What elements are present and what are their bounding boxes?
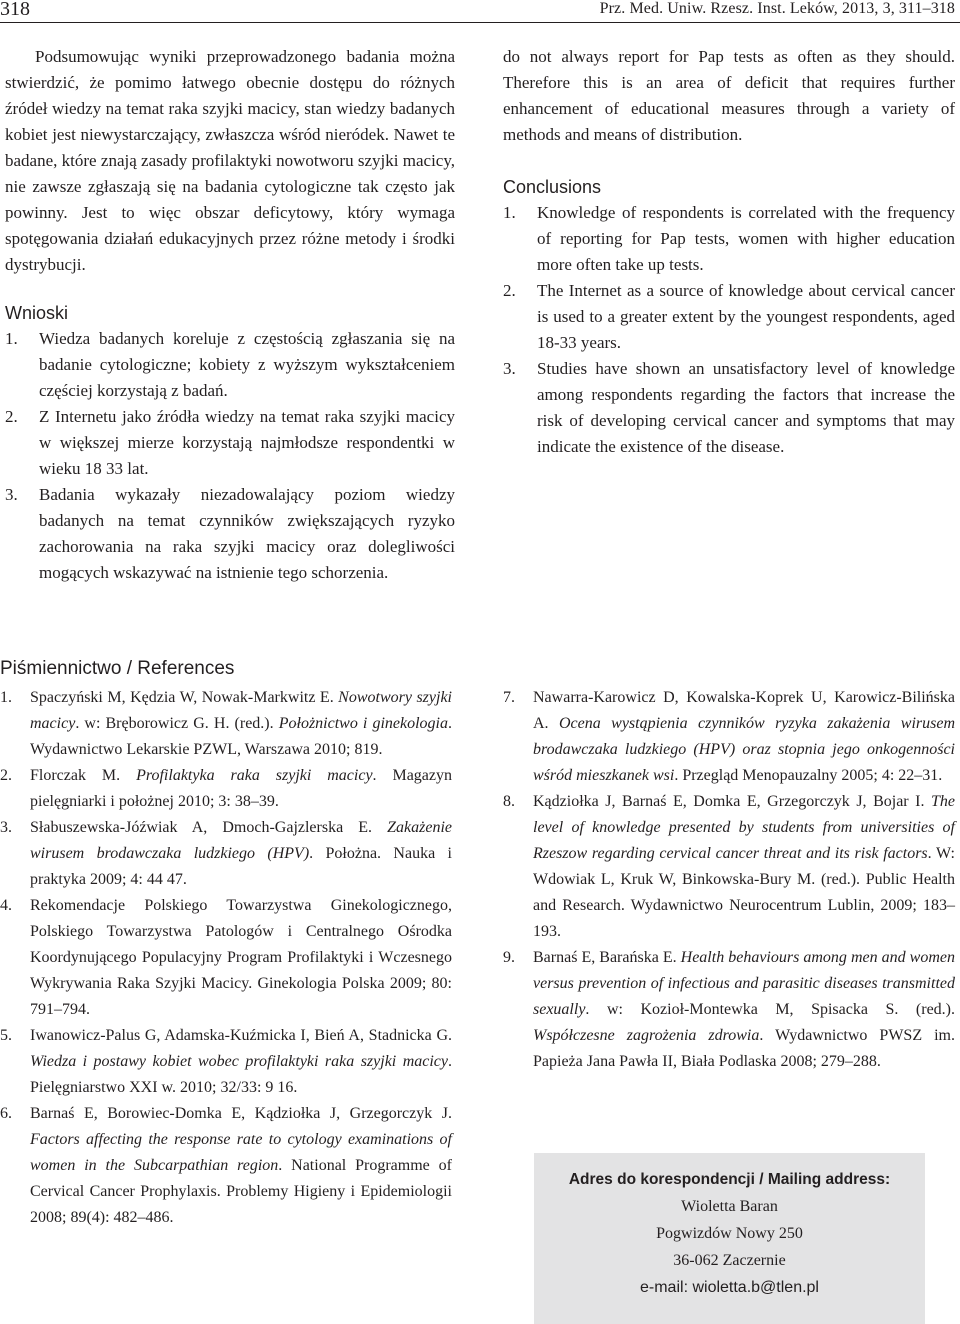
address-title: Adres do korespondencji / Mailing address:	[568, 1171, 891, 1188]
summary-sentence: Nawet te badane, które znają zasady profilaktyki nowotworu szyjki macicy, nie zawsze zgłaszają się na badania cytologiczne tak często jak powinny.	[5, 125, 456, 222]
reference-title: Factors affecting the response rate to cytology examinations of women in the Subcarpathian region	[30, 1131, 452, 1174]
references-right	[503, 685, 955, 1075]
list-item: 1. Wiedza badanych koreluje z częstością zgłaszania się na badanie cytologiczne; kobiety z wyższym wykształceniem częściej korzystają z badań.	[5, 329, 455, 400]
reference-text: . w: Bręborowicz G. H. (red.).	[75, 715, 279, 732]
reference-text: . National Programme of Cervical Cancer Prophylaxis. Problemy Higieny i Epidemiologii 2008; 89(4): 482–486.	[30, 1157, 452, 1226]
reference-item	[0, 1023, 452, 1101]
reference-list-right	[503, 685, 955, 1075]
reference-title: Health behaviours among men and women versus prevention of infectious and parasitic diseases transmitted sexually	[533, 949, 955, 1018]
reference-text: Iwanowicz-Palus G, Adamska-Kuźmicka I, Bień A, Stadnicka G.	[30, 1027, 452, 1044]
reference-item	[0, 893, 452, 1023]
reference-number: 8.	[503, 793, 515, 810]
address-email: e-mail: wioletta.b@tlen.pl	[640, 1279, 819, 1296]
reference-text: . Położna. Nauka i praktyka 2009; 4: 44 47.	[30, 845, 452, 888]
header-rule	[0, 22, 960, 23]
address-name: Wioletta Baran	[681, 1198, 778, 1215]
reference-text: . Magazyn pielęgniarki i położnej 2010; 3: 38–39.	[30, 767, 453, 810]
reference-text: Nawarra-Karowicz D, Kowalska-Koprek U, Karowicz-Bilińska A.	[533, 689, 955, 732]
address-city: 36-062 Zaczernie	[673, 1252, 786, 1269]
reference-number: 6.	[0, 1105, 12, 1122]
reference-title: Współczesne zagrożenia zdrowia	[533, 1027, 760, 1044]
reference-text: . Pielęgniarstwo XXI w. 2010; 32/33: 9 16.	[30, 1053, 452, 1096]
reference-title: Nowotwory szyjki macicy	[30, 689, 452, 732]
reference-item	[0, 763, 452, 815]
reference-number: 9.	[503, 949, 515, 966]
reference-text: Barnaś E, Barańska E.	[533, 949, 681, 966]
address-street: Pogwizdów Nowy 250	[656, 1225, 803, 1242]
journal-citation: Prz. Med. Uniw. Rzesz. Inst. Leków, 2013, 3, 311–318	[599, 0, 955, 17]
reference-item	[503, 789, 955, 945]
references-left	[0, 685, 452, 1231]
summary-sentence: Jest to więc obszar deficytowy, który wymaga spotęgowania działań edukacyjnych przez różne metody i środki dystrybucji.	[5, 203, 456, 274]
reference-number: 4.	[0, 897, 12, 914]
reference-title: Ocena wystąpienia czynników ryzyka zakażenia wirusem brodawczaka ludzkiego (HPV) oraz stopnia jego onkogenności wśród mieszkanek wsi	[533, 715, 955, 784]
reference-text: Kądziołka J, Barnaś E, Domka E, Grzegorczyk J, Bojar I.	[533, 793, 931, 810]
reference-title: Zakażenie wirusem brodawczaka ludzkiego (HPV)	[30, 819, 452, 862]
reference-number: 3.	[0, 819, 12, 836]
mailing-address-box	[534, 1153, 925, 1324]
reference-title: Profilaktyka raka szyjki macicy	[136, 767, 373, 784]
summary-paragraph-en: do not always report for Pap tests as often as they should. Therefore this is an area of deficit that requires further enhancement of educational measures through a variety of methods and means of distribution.	[503, 47, 955, 144]
conclusions-list-en	[503, 200, 955, 460]
references-heading: Piśmiennictwo / References	[0, 658, 235, 679]
reference-item	[0, 815, 452, 893]
reference-title: Wiedza i postawy kobiet wobec profilaktyki raka szyjki macicy	[30, 1053, 448, 1070]
reference-list-left	[0, 685, 452, 1231]
reference-item	[0, 1101, 452, 1231]
list-item: 2. The Internet as a source of knowledge about cervical cancer is used to a greater extent by the youngest respondents, aged 18-33 years.	[503, 281, 955, 352]
summary-paragraph	[5, 44, 455, 278]
reference-text: Barnaś E, Borowiec-Domka E, Kądziołka J, Grzegorczyk J.	[30, 1105, 452, 1122]
reference-item	[503, 685, 955, 789]
reference-text: Słabuszewska-Jóźwiak A, Dmoch-Gajzlerska E.	[30, 819, 388, 836]
reference-text: . Wydawnictwo PWSZ im. Papieża Jana Pawła II, Biała Podlaska 2008; 279–288.	[533, 1027, 955, 1070]
list-item: 2. Z Internetu jako źródła wiedzy na temat raka szyjki macicy w większej mierze korzystają najmłodsze respondentki w wieku 18 33 lat.	[5, 407, 455, 478]
reference-number: 7.	[503, 689, 515, 706]
conclusions-heading-en: Conclusions	[503, 177, 602, 197]
reference-text: . Wydawnictwo Lekarskie PZWL, Warszawa 2010; 819.	[30, 715, 453, 758]
reference-title: The level of knowledge presented by students from universities of Rzeszow regarding cervical cancer threat and its risk factors	[533, 793, 955, 862]
reference-text: Spaczyński M, Kędzia W, Nowak-Markwitz E.	[30, 689, 339, 706]
page-number: 318	[0, 0, 30, 20]
conclusions-list-pl	[5, 326, 455, 586]
page-header	[0, 0, 960, 26]
list-item: 3. Studies have shown an unsatisfactory level of knowledge among respondents regarding the factors that increase the risk of developing cervical cancer and symptoms that may indicate the existence of the disease.	[503, 359, 955, 456]
reference-title: Położnictwo i ginekologia	[278, 715, 449, 732]
list-item: 3. Badania wykazały niezadowalający poziom wiedzy badanych na temat czynników zwiększających ryzyko zachorowania na raka szyjki macicy oraz dolegliwości mogących wskazywać na istnienie tego schorzenia.	[5, 485, 455, 582]
reference-number: 2.	[0, 767, 12, 784]
reference-text: . Przegląd Menopauzalny 2005; 4: 22–31.	[674, 767, 943, 784]
right-column	[503, 44, 955, 460]
conclusions-heading-pl: Wnioski	[5, 303, 69, 323]
summary-sentence: Podsumowując wyniki przeprowadzonego badania można stwierdzić, że pomimo łatwego obecnie dostępu do różnych źródeł wiedzy na temat raka szyjki macicy, stan wiedzy badanych kobiet jest niewystarczający, zwłaszcza wśród nieródek.	[5, 47, 455, 144]
reference-text: . W: Wdowiak L, Kruk W, Binkowska-Bury M. (red.). Public Health and Research. Wydawnictwo Neurocentrum Lublin, 2009; 183–193.	[533, 845, 955, 940]
left-column	[5, 44, 455, 586]
reference-text: Florczak M.	[30, 767, 137, 784]
reference-item	[0, 685, 452, 763]
reference-number: 5.	[0, 1027, 12, 1044]
reference-text: Rekomendacje Polskiego Towarzystwa Ginekologicznego, Polskiego Towarzystwa Patologów i Centralnego Ośrodka Koordynującego Populacyjny Program Profilaktyki i Wczesnego Wykrywania Raka Szyjki Macicy. Ginekologia Polska 2009; 80: 791–794.	[30, 897, 452, 1018]
list-item: 1. Knowledge of respondents is correlated with the frequency of reporting for Pap tests, women with higher education more often take up tests.	[503, 203, 955, 274]
reference-text: . w: Kozioł-Montewka M, Spisacka S. (red.).	[585, 1001, 955, 1018]
reference-number: 1.	[0, 689, 12, 706]
reference-item	[503, 945, 955, 1075]
